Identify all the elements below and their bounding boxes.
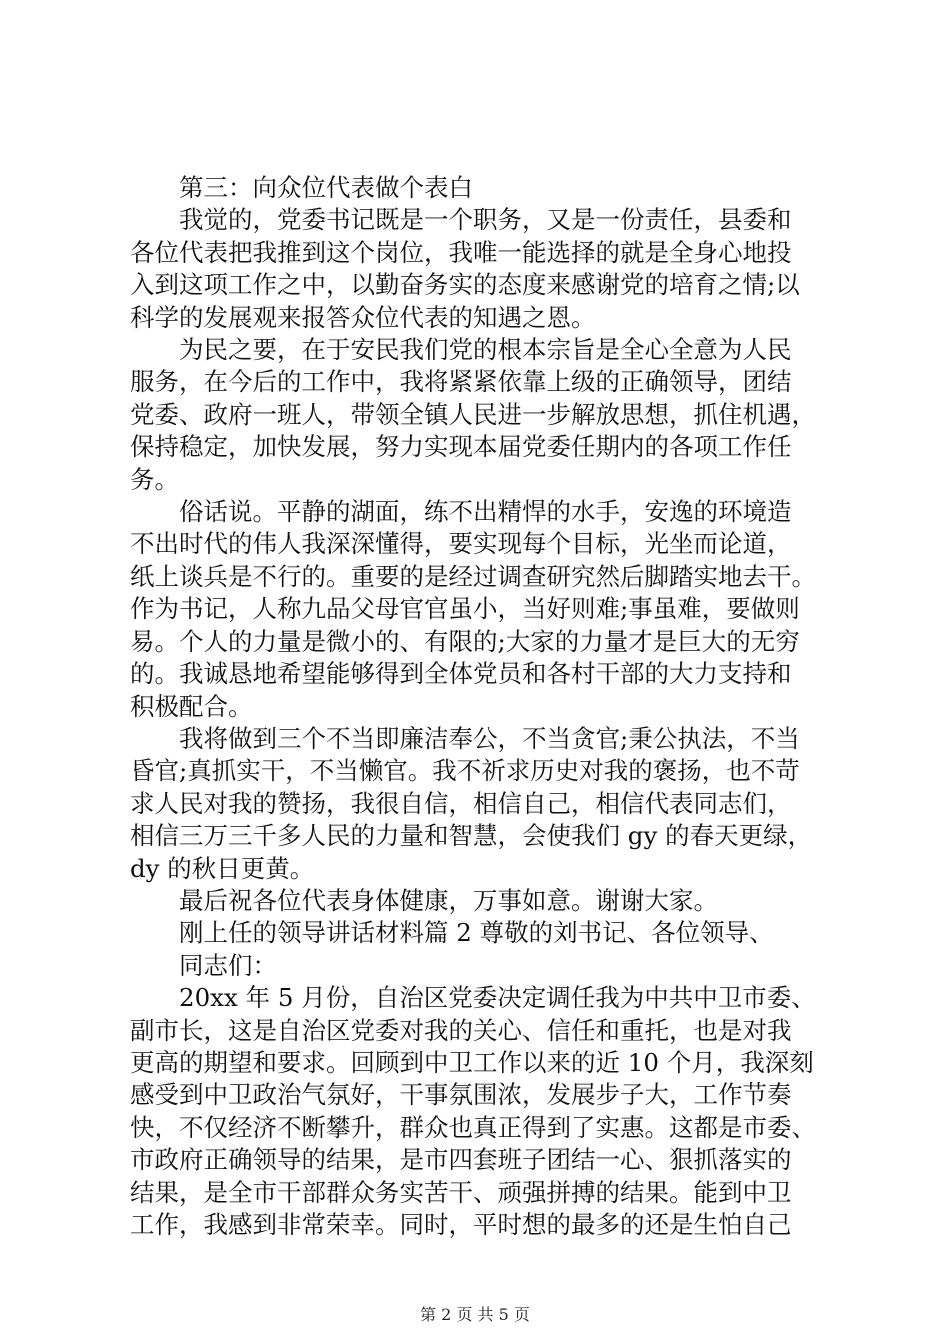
text-line: 相信三万三千多人民的力量和智慧，会使我们 gy 的春天更绿，	[130, 821, 813, 851]
text-line: 刚上任的领导讲话材料篇 2 尊敬的刘书记、各位领导、	[179, 918, 774, 948]
paragraph	[130, 950, 830, 982]
page-number-footer: 第 2 页 共 5 页	[420, 1305, 530, 1324]
text-line: 我觉的，党委书记既是一个职务，又是一份责任，县委和	[179, 205, 792, 235]
text-line: 不出时代的伟人我深深懂得，要实现每个目标，光坐而论道，	[130, 529, 792, 559]
paragraph	[130, 885, 830, 917]
document-body	[130, 172, 830, 1241]
text-line: 科学的发展观来报答众位代表的知遇之恩。	[130, 302, 596, 332]
text-line: 最后祝各位代表身体健康，万事如意。谢谢大家。	[179, 885, 718, 915]
text-line: 市政府正确领导的结果，是市四套班子团结一心、狠抓落实的	[130, 1145, 792, 1175]
text-line: 保持稳定，加快发展，努力实现本届党委任期内的各项工作任	[130, 432, 792, 462]
text-line: 昏官;真抓实干，不当懒官。我不祈求历史对我的褒扬，也不苛	[130, 756, 800, 786]
text-line: 的。我诚恳地希望能够得到全体党员和各村干部的大力支持和	[130, 659, 792, 689]
paragraph-heading	[130, 172, 830, 204]
text-line: 党委、政府一班人，带领全镇人民进一步解放思想，抓住机遇，	[130, 399, 816, 429]
paragraph	[130, 334, 830, 496]
text-line: 感受到中卫政治气氛好，干事氛围浓，发展步子大，工作节奏	[130, 1080, 792, 1110]
text-line: 入到这项工作之中，以勤奋务实的态度来感谢党的培育之情;以	[130, 270, 800, 300]
paragraph	[130, 982, 830, 1241]
text-line: 结果，是全市干部群众务实苦干、顽强拼搏的结果。能到中卫	[130, 1177, 792, 1207]
paragraph	[130, 917, 830, 949]
text-line: 各位代表把我推到这个岗位，我唯一能选择的就是全身心地投	[130, 237, 792, 267]
text-line: 为民之要，在于安民我们党的根本宗旨是全心全意为人民	[179, 335, 792, 365]
text-line: 同志们：	[179, 950, 277, 980]
paragraph	[130, 496, 830, 723]
text-line: 求人民对我的赞扬，我很自信，相信自己，相信代表同志们，	[130, 788, 792, 818]
text-line: 服务，在今后的工作中，我将紧紧依靠上级的正确领导，团结	[130, 367, 792, 397]
text-line: 20xx 年 5 月份，自治区党委决定调任我为中共中卫市委、	[179, 983, 816, 1013]
text-line: dy 的秋日更黄。	[130, 853, 315, 883]
text-line: 第三：向众位代表做个表白	[179, 173, 473, 202]
text-line: 我将做到三个不当即廉洁奉公，不当贪官;秉公执法，不当	[179, 723, 800, 753]
text-line: 俗话说。平静的湖面，练不出精悍的水手，安逸的环境造	[179, 497, 792, 527]
text-line: 务。	[130, 464, 179, 494]
text-line: 更高的期望和要求。回顾到中卫工作以来的近 10 个月，我深刻	[130, 1047, 814, 1077]
text-line: 副市长，这是自治区党委对我的关心、信任和重托，也是对我	[130, 1015, 792, 1045]
text-line: 工作，我感到非常荣幸。同时，平时想的最多的还是生怕自己	[130, 1210, 792, 1239]
text-line: 积极配合。	[130, 691, 253, 721]
paragraph	[130, 723, 830, 885]
text-line: 作为书记，人称九品父母官官虽小，当好则难;事虽难，要做则	[130, 594, 800, 624]
text-line: 纸上谈兵是不行的。重要的是经过调查研究然后脚踏实地去干。	[130, 561, 816, 591]
text-line: 快，不仅经济不断攀升，群众也真正得到了实惠。这都是市委、	[130, 1112, 816, 1142]
text-line: 易。个人的力量是微小的、有限的;大家的力量才是巨大的无穷	[130, 626, 800, 656]
paragraph	[130, 204, 830, 334]
